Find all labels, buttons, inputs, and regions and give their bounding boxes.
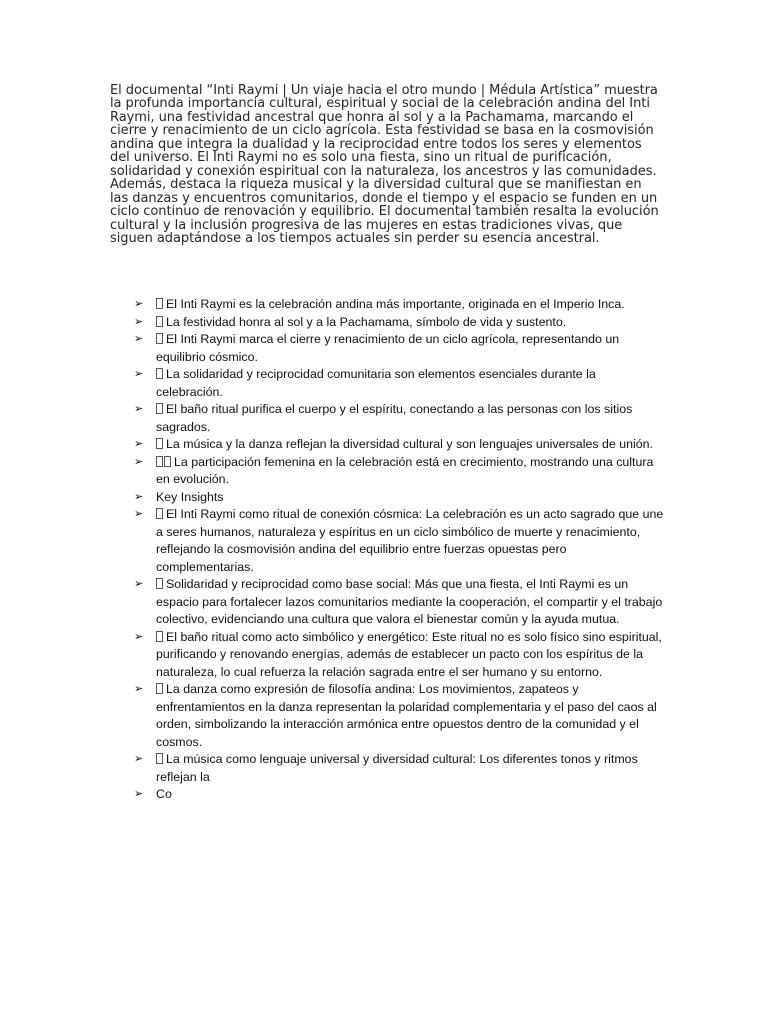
list-item-text: El baño ritual como acto simbólico y energético: Este ritual no es solo físico sino espiritual, purificando y renovando energías, además de establecer un pacto con los espíritus de la naturaleza, lo cual refuerza la relación sagrada entre el ser humano y su entorno. xyxy=(156,629,662,679)
missing-glyph-icon xyxy=(156,508,163,519)
arrow-bullet-icon: ➢ xyxy=(134,683,144,695)
list-item-text: Key Insights xyxy=(156,489,224,504)
list-item-text: El Inti Raymi como ritual de conexión cósmica: La celebración es un acto sagrado que une a seres humanos, naturaleza y espíritus en un ciclo simbólico de muerte y renacimiento, reflejando la cosmovisión andina del equilibrio entre fuerzas opuestas pero complementarias. xyxy=(156,507,664,574)
missing-glyph-icon xyxy=(156,403,163,414)
missing-glyph-icon xyxy=(156,578,163,589)
missing-glyph-icon xyxy=(156,316,163,327)
arrow-bullet-icon: ➢ xyxy=(134,333,144,345)
missing-glyph-icon xyxy=(156,333,163,344)
missing-glyph-icon xyxy=(156,456,163,467)
missing-glyph-icon xyxy=(156,298,163,309)
list-item xyxy=(134,506,664,576)
arrow-bullet-icon: ➢ xyxy=(134,508,144,520)
list-item xyxy=(134,314,664,332)
list-item xyxy=(134,576,664,629)
arrow-bullet-icon: ➢ xyxy=(134,753,144,765)
list-item xyxy=(134,331,664,366)
arrow-bullet-icon: ➢ xyxy=(134,315,144,328)
missing-glyph-icon xyxy=(156,368,163,379)
list-item xyxy=(134,296,664,314)
arrow-bullet-icon: ➢ xyxy=(134,578,144,590)
missing-glyph-icon xyxy=(156,631,163,642)
list-item-text: La danza como expresión de filosofía andina: Los movimientos, zapateos y enfrentamientos en la danza representan la polaridad complementaria y el paso del caos al orden, simbolizando la interacción armónica entre opuestos dentro de la comunidad y el cosmos. xyxy=(156,682,657,749)
arrow-bullet-icon: ➢ xyxy=(134,788,144,800)
missing-glyph-icon xyxy=(156,753,163,764)
missing-glyph-icon xyxy=(156,683,163,694)
list-item xyxy=(134,786,664,804)
list-item-text: El Inti Raymi es la celebración andina más importante, originada en el Imperio Inca. xyxy=(166,297,625,311)
list-item xyxy=(134,401,664,436)
arrow-bullet-icon: ➢ xyxy=(134,490,144,503)
arrow-bullet-icon: ➢ xyxy=(134,298,144,310)
list-item-text: La participación femenina en la celebración está en crecimiento, mostrando una cultura en evolución. xyxy=(156,454,654,486)
arrow-bullet-icon: ➢ xyxy=(134,455,144,468)
missing-glyph-icon xyxy=(156,438,163,449)
intro-paragraph: El documental “Inti Raymi | Un viaje hacia el otro mundo | Médula Artística” muestra la profunda importancia cultural, espiritual y social de la celebración andina del Inti Raymi, una festividad ancestral que honra al sol y a la Pachamama, marcando el cierre y renacimiento de un ciclo agrícola. Esta festividad se basa en la cosmovisión andina que integra la dualidad y la reciprocidad entre todos los seres y elementos del universo. El Inti Raymi no es solo una fiesta, sino un ritual de purificación, solidaridad y conexión espiritual con la naturaleza, los ancestros y las comunidades. Además, destaca la riqueza musical y la diversidad cultural que se manifiestan en las danzas y encuentros comunitarios, donde el tiempo y el espacio se funden en un ciclo continuo de renovación y equilibrio. El documental también resalta la evolución cultural y la inclusión progresiva de las mujeres en estas tradiciones vivas, que siguen adaptándose a los tiempos actuales sin perder su esencia ancestral. xyxy=(110,83,659,246)
list-item xyxy=(134,489,664,507)
list-item xyxy=(134,366,664,401)
list-item-text: La festividad honra al sol y a la Pachamama, símbolo de vida y sustento. xyxy=(166,314,567,329)
list-item-text: La música como lenguaje universal y diversidad cultural: Los diferentes tonos y ritmos reflejan la xyxy=(156,752,638,784)
arrow-bullet-icon: ➢ xyxy=(134,403,144,415)
list-item-text: El baño ritual purifica el cuerpo y el espíritu, conectando a las personas con los sitios sagrados. xyxy=(156,402,633,434)
list-item-text: La solidaridad y reciprocidad comunitaria son elementos esenciales durante la celebración. xyxy=(156,367,596,399)
list-item xyxy=(134,454,664,489)
list-item-text: El Inti Raymi marca el cierre y renacimiento de un ciclo agrícola, representando un equilibrio cósmico. xyxy=(156,332,620,364)
list-item xyxy=(134,629,664,682)
arrow-bullet-icon: ➢ xyxy=(134,368,144,380)
list-item xyxy=(134,436,664,454)
bullet-list xyxy=(134,296,664,804)
list-item-text: La música y la danza reflejan la diversidad cultural y son lenguajes universales de unión. xyxy=(166,437,653,451)
list-item-text: Co xyxy=(156,787,172,801)
list-item xyxy=(134,751,664,786)
arrow-bullet-icon: ➢ xyxy=(134,438,144,450)
list-item-text: Solidaridad y reciprocidad como base social: Más que una fiesta, el Inti Raymi es un espacio para fortalecer lazos comunitarios mediante la cooperación, el compartir y el trabajo colectivo, evidenciando una cultura que valora el bienestar común y la ayuda mutua. xyxy=(156,577,663,626)
arrow-bullet-icon: ➢ xyxy=(134,630,144,643)
missing-glyph-icon xyxy=(164,456,171,467)
list-item xyxy=(134,681,664,751)
